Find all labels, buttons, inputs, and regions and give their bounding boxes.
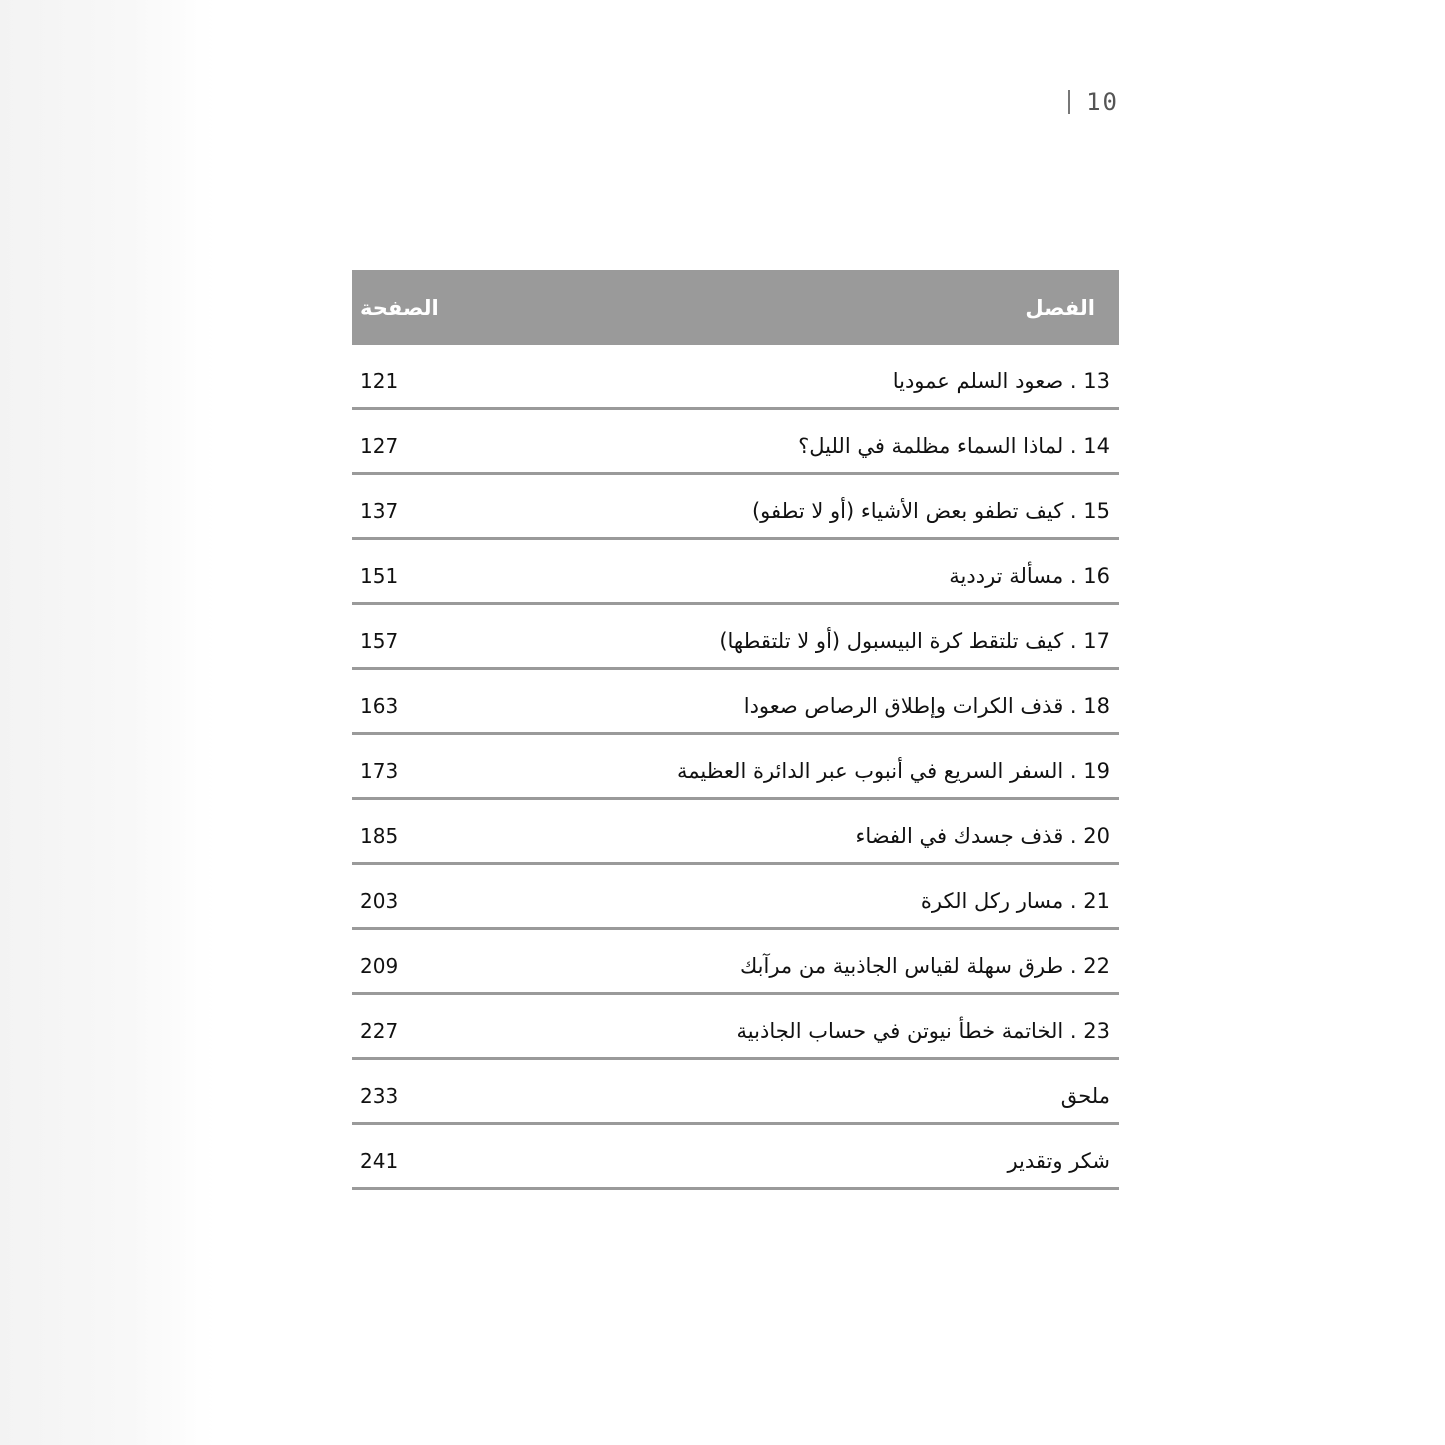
toc-row-page: 137 bbox=[360, 499, 399, 523]
toc-header bbox=[352, 270, 1119, 345]
header-divider bbox=[1068, 90, 1070, 114]
toc-row-page: 241 bbox=[360, 1149, 399, 1173]
toc-row-page: 157 bbox=[360, 629, 399, 653]
toc-row bbox=[352, 1125, 1119, 1190]
toc-row-page: 233 bbox=[360, 1084, 399, 1108]
toc-row-title: شكر وتقدير bbox=[1007, 1149, 1110, 1173]
toc-row-page: 151 bbox=[360, 564, 399, 588]
toc-row bbox=[352, 1060, 1119, 1125]
toc-row-title: 23 . الخاتمة خطأ نيوتن في حساب الجاذبية bbox=[736, 1019, 1110, 1043]
toc-row bbox=[352, 930, 1119, 995]
table-of-contents bbox=[352, 270, 1119, 1190]
toc-row bbox=[352, 800, 1119, 865]
toc-row bbox=[352, 410, 1119, 475]
page-column-header: الصفحة bbox=[360, 295, 439, 320]
toc-row bbox=[352, 540, 1119, 605]
toc-row bbox=[352, 995, 1119, 1060]
toc-row-title: 13 . صعود السلم عموديا bbox=[892, 369, 1110, 393]
page-header bbox=[1068, 88, 1119, 116]
toc-row bbox=[352, 345, 1119, 410]
toc-row-title: 18 . قذف الكرات وإطلاق الرصاص صعودا bbox=[743, 694, 1110, 718]
toc-row bbox=[352, 670, 1119, 735]
toc-row-page: 203 bbox=[360, 889, 399, 913]
toc-row-title: 21 . مسار ركل الكرة bbox=[920, 889, 1110, 913]
toc-row-title: 16 . مسألة ترددية bbox=[949, 564, 1110, 588]
toc-row-title: 20 . قذف جسدك في الفضاء bbox=[855, 824, 1110, 848]
toc-row bbox=[352, 475, 1119, 540]
toc-row-page: 209 bbox=[360, 954, 399, 978]
toc-row-page: 163 bbox=[360, 694, 399, 718]
toc-row-page: 185 bbox=[360, 824, 399, 848]
toc-row-title: 22 . طرق سهلة لقياس الجاذبية من مرآبك bbox=[739, 954, 1110, 978]
page-number: 10 bbox=[1086, 88, 1119, 116]
chapter-column-header: الفصل bbox=[1025, 295, 1095, 320]
toc-row bbox=[352, 865, 1119, 930]
toc-row-page: 227 bbox=[360, 1019, 399, 1043]
toc-row-title: 15 . كيف تطفو بعض الأشياء (أو لا تطفو) bbox=[751, 499, 1110, 523]
toc-row bbox=[352, 735, 1119, 800]
toc-row bbox=[352, 605, 1119, 670]
toc-row-title: 19 . السفر السريع في أنبوب عبر الدائرة العظيمة bbox=[676, 759, 1110, 783]
toc-row-title: 14 . لماذا السماء مظلمة في الليل؟ bbox=[798, 434, 1110, 458]
toc-row-page: 127 bbox=[360, 434, 399, 458]
toc-row-title: ملحق bbox=[1060, 1084, 1110, 1108]
toc-row-page: 173 bbox=[360, 759, 399, 783]
toc-row-page: 121 bbox=[360, 369, 399, 393]
page-gutter-shade bbox=[0, 0, 215, 1445]
toc-row-title: 17 . كيف تلتقط كرة البيسبول (أو لا تلتقطها) bbox=[719, 629, 1110, 653]
